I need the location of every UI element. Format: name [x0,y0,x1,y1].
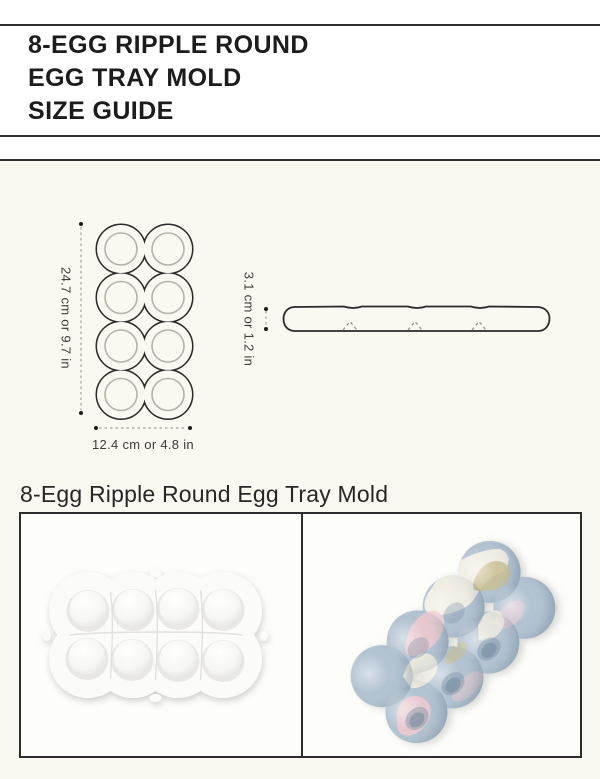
section-divider-rule [0,159,600,161]
header-bottom-rule [0,135,600,137]
product-photos [19,512,582,758]
page-title-line-1: 8-EGG RIPPLE ROUND [28,31,309,59]
page-title-line-2: EGG TRAY MOLD [28,64,242,92]
marble-swirls [342,532,561,749]
depth-dimension-label: 3.1 cm or 1.2 in [241,271,257,367]
side-view-drawing [284,307,550,332]
mold-body [43,570,268,702]
white-mold-photo [21,514,303,756]
page-title-line-3: SIZE GUIDE [28,97,174,125]
marble-mold-photo [303,514,580,756]
header-top-rule [0,24,600,26]
product-caption: 8-Egg Ripple Round Egg Tray Mold [20,481,389,507]
width-dimension-label: 12.4 cm or 4.8 in [92,437,194,452]
height-dimension [59,222,84,415]
top-view-drawing [97,225,192,419]
width-dimension [92,426,194,452]
size-diagram [0,195,600,465]
depth-dimension [242,272,269,366]
height-dimension-label: 24.7 cm or 9.7 in [58,267,74,369]
page-title [28,29,309,128]
marble-mold-body [338,528,568,756]
